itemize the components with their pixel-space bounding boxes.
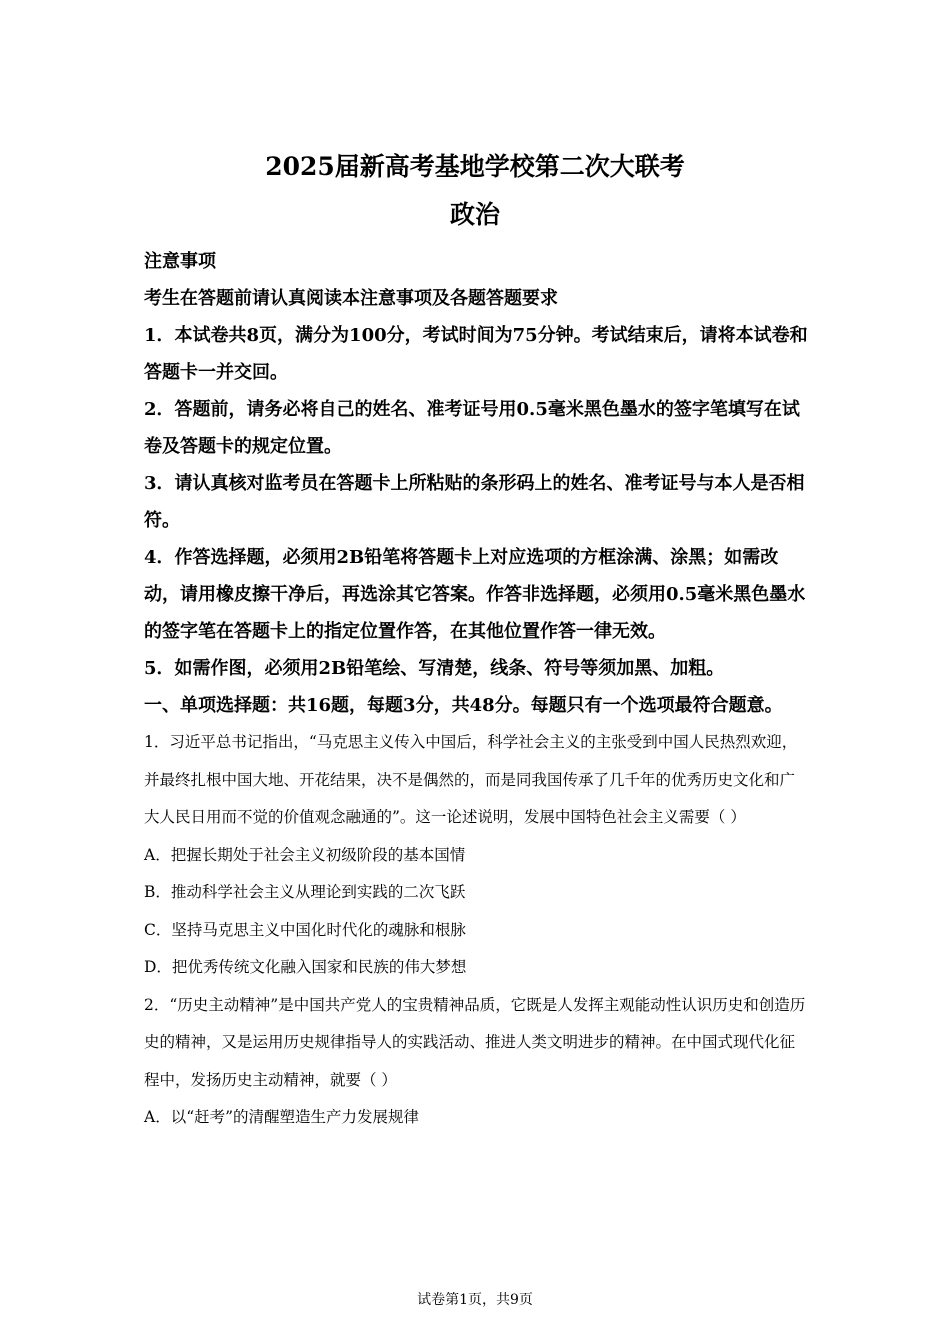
question-stem: 1．习近平总书记指出，“马克思主义传入中国后，科学社会主义的主张受到中国人民热烈欢迎，并最终扎根中国大地、开花结果，决不是偶然的，而是同我国传承了几千年的优秀历史文化和广大人民日用而不觉的价值观念融通的”。这一论述说明，发展中国特色社会主义需要（ ） xyxy=(144,733,798,826)
question-stem: 2．“历史主动精神”是中国共产党人的宝贵精神品质，它既是人发挥主观能动性认识历史和创造历史的精神，又是运用历史规律指导人的实践活动、推进人类文明进步的精神。在中国式现代化征程中，发扬历史主动精神，就要（ ） xyxy=(144,995,806,1089)
notice-item: 1．本试卷共8页，满分为100分，考试时间为75分钟。考试结束后，请将本试卷和答题卡一并交回。 xyxy=(144,325,808,383)
question-option: D．把优秀传统文化融入国家和民族的伟大梦想 xyxy=(144,958,467,976)
question-option: B．推动科学社会主义从理论到实践的二次飞跃 xyxy=(144,883,466,901)
notice-item: 5．如需作图，必须用2B铅笔绘、写清楚，线条、符号等须加黑、加粗。 xyxy=(144,658,725,679)
question-option: A．把握长期处于社会主义初级阶段的基本国情 xyxy=(144,845,466,864)
exam-content xyxy=(144,243,810,1137)
exam-subject: 政治 xyxy=(449,200,500,229)
notice-item: 4．作答选择题，必须用2B铅笔将答题卡上对应选项的方框涂满、涂黑；如需改动，请用橡皮擦干净后，再选涂其它答案。作答非选择题，必须用0.5毫米黑色墨水的签字笔在答题卡上的指定位置作答，在其他位置作答一律无效。 xyxy=(144,547,806,642)
question-option: C．坚持马克思主义中国化时代化的魂脉和根脉 xyxy=(144,920,466,939)
notice-item: 3．请认真核对监考员在答题卡上所粘贴的条形码上的姓名、准考证号与本人是否相符。 xyxy=(144,473,805,531)
page-footer: 试卷第1页，共9页 xyxy=(417,1292,533,1308)
notice-item: 2．答题前，请务必将自己的姓名、准考证号用0.5毫米黑色墨水的签字笔填写在试卷及答题卡的规定位置。 xyxy=(144,399,800,457)
section-heading: 一、单项选择题：共16题，每题3分，共48分。每题只有一个选项最符合题意。 xyxy=(144,695,783,716)
notice-heading: 注意事项 xyxy=(144,251,216,272)
notice-intro: 考生在答题前请认真阅读本注意事项及各题答题要求 xyxy=(144,288,558,309)
question-option: A．以“赶考”的清醒塑造生产力发展规律 xyxy=(144,1108,420,1126)
exam-title: 2025届新高考基地学校第二次大联考 xyxy=(265,152,685,181)
